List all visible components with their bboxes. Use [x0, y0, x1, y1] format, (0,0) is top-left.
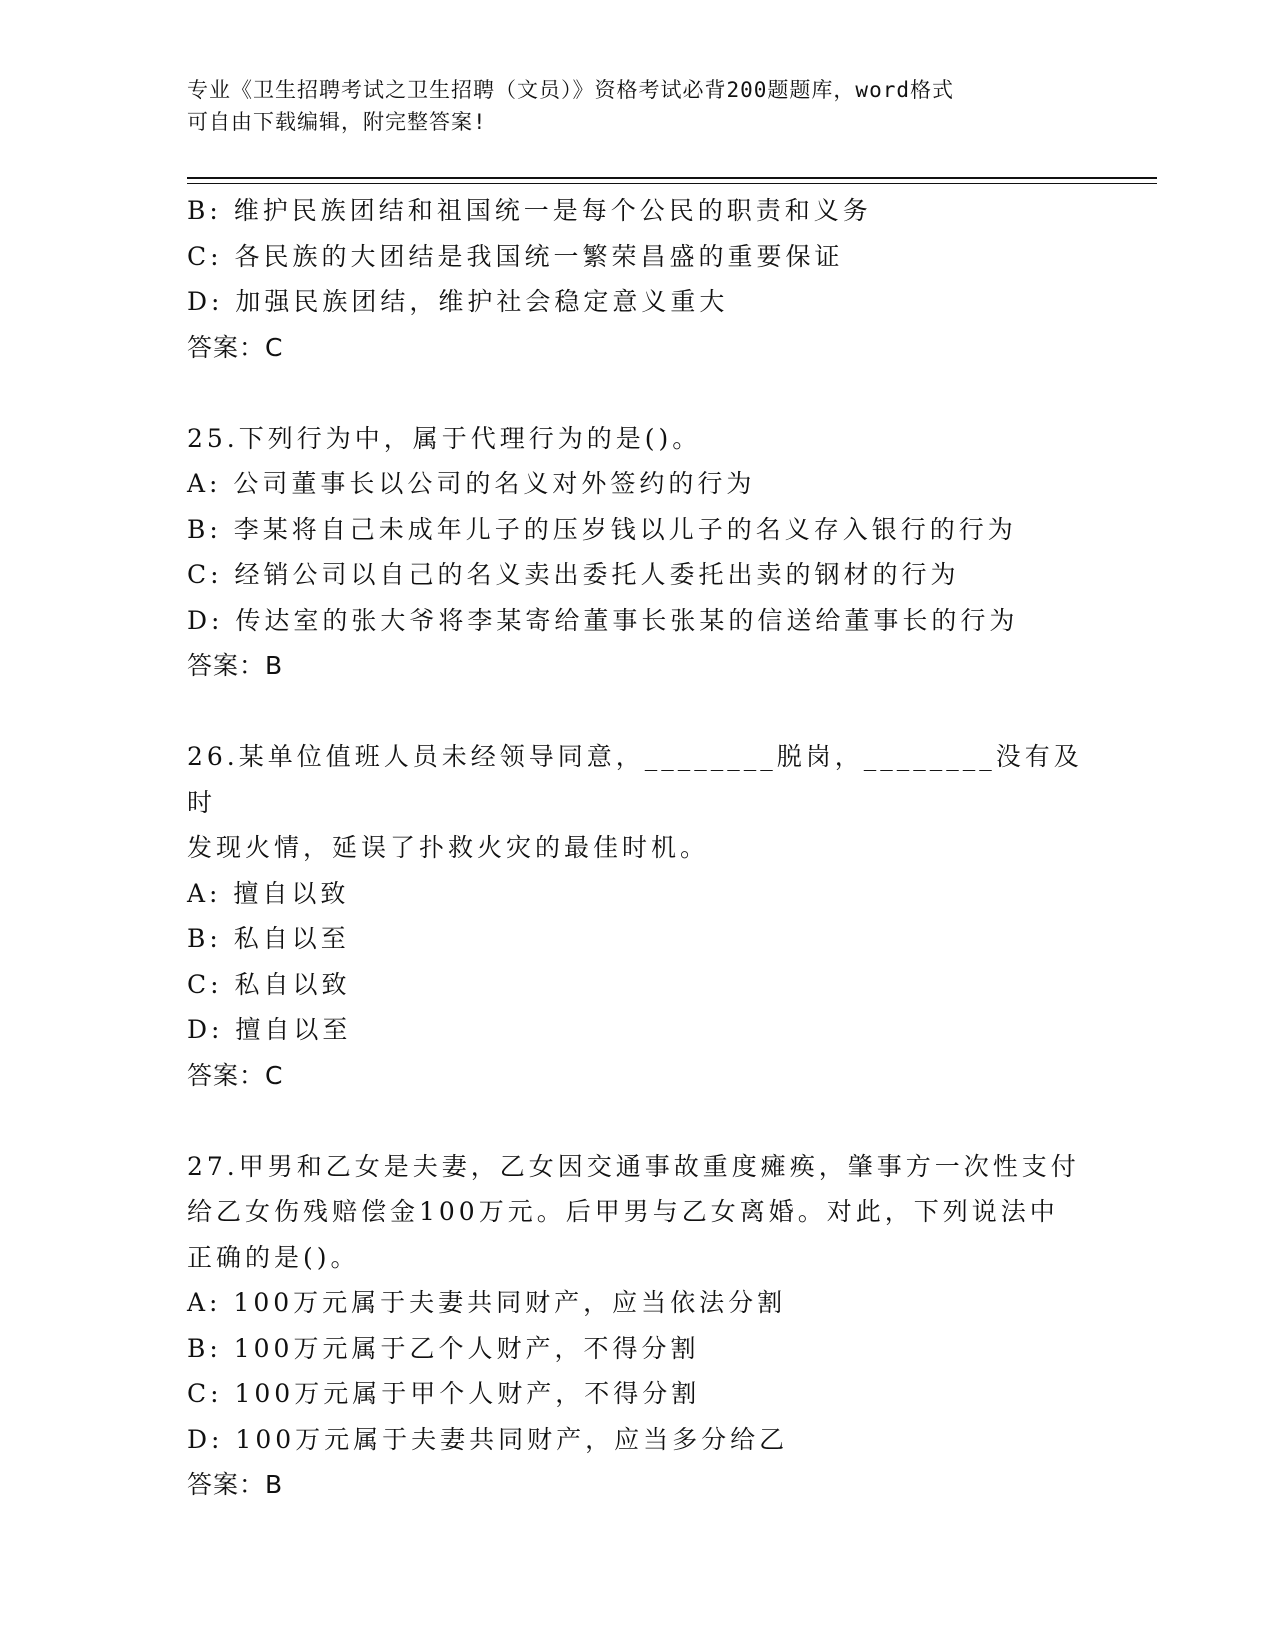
spacer [187, 689, 1087, 735]
header-title-line-1: 专业《卫生招聘考试之卫生招聘（文员）》资格考试必背200题题库，word格式 [187, 78, 954, 102]
option-d: D: 擅自以至 [187, 1015, 352, 1044]
spacer [187, 1098, 1087, 1144]
option-b: B: 维护民族团结和祖国统一是每个公民的职责和义务 [187, 196, 872, 225]
question-25 [187, 416, 1087, 689]
option-c: C: 私自以致 [187, 969, 351, 999]
option-c: C: 各民族的大团结是我国统一繁荣昌盛的重要保证 [187, 241, 844, 271]
header-title-line-2: 可自由下载编辑，附完整答案! [187, 110, 487, 134]
question-content [187, 188, 1087, 1508]
option-c: C: 100万元属于甲个人财产，不得分割 [187, 1379, 701, 1408]
option-b: B: 100万元属于乙个人财产，不得分割 [187, 1333, 700, 1363]
option-c: C: 经销公司以自己的名义卖出委托人委托出卖的钢材的行为 [187, 560, 960, 589]
question-stem: 27.甲男和乙女是夫妻，乙女因交通事故重度瘫痪，肇事方一次性支付 [187, 1151, 1080, 1181]
option-b: B: 私自以至 [187, 924, 350, 953]
option-b: B: 李某将自己未成年儿子的压岁钱以儿子的名义存入银行的行为 [187, 514, 1017, 544]
answer-line: 答案：B [187, 651, 284, 680]
question-24-continued [187, 188, 1087, 370]
question-26 [187, 734, 1087, 1098]
spacer [187, 370, 1087, 416]
option-d: D: 传达室的张大爷将李某寄给董事长张某的信送给董事长的行为 [187, 605, 1019, 635]
question-stem: 26.某单位值班人员未经领导同意，________脱岗，________没有及时 [187, 742, 1083, 817]
header-rule-thick [187, 177, 1157, 179]
question-stem: 正确的是()。 [187, 1242, 360, 1272]
option-a: A: 擅自以致 [187, 878, 350, 908]
answer-line: 答案：C [187, 1060, 284, 1090]
question-stem: 发现火情，延误了扑救火灾的最佳时机。 [187, 833, 710, 862]
option-d: D: 加强民族团结，维护社会稳定意义重大 [187, 287, 729, 316]
question-stem: 给乙女伤残赔偿金100万元。后甲男与乙女离婚。对此，下列说法中 [187, 1197, 1059, 1226]
option-d: D: 100万元属于夫妻共同财产，应当多分给乙 [187, 1424, 789, 1454]
question-stem: 25.下列行为中，属于代理行为的是()。 [187, 423, 702, 453]
question-27 [187, 1144, 1087, 1508]
page-header [187, 74, 1087, 138]
header-rule-thin [187, 183, 1157, 184]
option-a: A: 公司董事长以公司的名义对外签约的行为 [187, 469, 756, 498]
answer-line: 答案：C [187, 332, 284, 362]
option-a: A: 100万元属于夫妻共同财产，应当依法分割 [187, 1288, 787, 1317]
answer-line: 答案：B [187, 1470, 284, 1499]
